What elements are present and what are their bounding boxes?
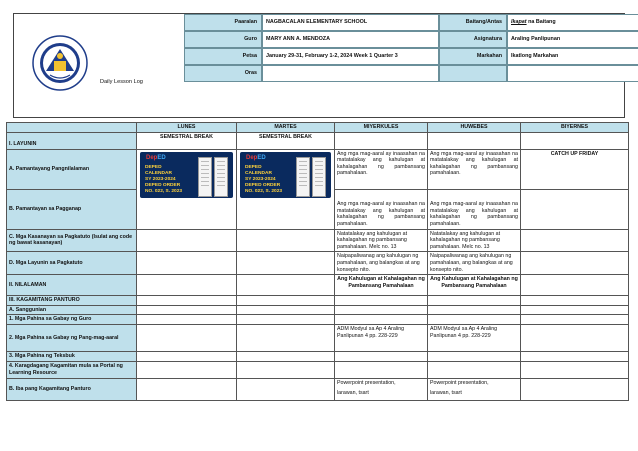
iba-pang-row xyxy=(7,378,629,400)
pagganap-label: B. Pamantayan sa Pagganap xyxy=(7,189,137,229)
section-layunin: I. LAYUNIN xyxy=(7,132,137,149)
header-row-petsa: Petsa January 29-31, February 1-2, 2024 Week 1 Quarter 3 Markahan Ikatlong Markahan xyxy=(184,48,638,65)
layunin-pagkatuto-row xyxy=(7,252,629,275)
gabay-guro-row xyxy=(7,315,629,325)
sanggunian-row xyxy=(7,305,629,315)
day-huwebes: HUWEBES xyxy=(428,123,521,133)
deped-calendar-image: DepED DEPED CALENDAR SY 2023-2024 DEPED ORDER NO. 022, S. 2023 xyxy=(140,152,233,198)
poster-text: DEPED CALENDAR SY 2023-2024 DEPED ORDER NO. 022, S. 2023 xyxy=(245,164,283,194)
section-nilalaman: II. NILALAMAN xyxy=(7,275,137,296)
header-row-paaralan: Paaralan NAGBACALAN ELEMENTARY SCHOOL Baitang/Antas Ikapat na Baitang xyxy=(184,14,638,31)
pang-mag-aaral-row xyxy=(7,325,629,352)
nilalaman-text-huwebes: Ang Kahulugan at Kahalagahan ng Pambansang Pamahalaan xyxy=(428,275,521,296)
pamantayang-label: A. Pamantayang Pangnilalaman xyxy=(7,149,137,189)
karagdagang-row xyxy=(7,361,629,378)
pang-mag-aaral-label: 2. Mga Pahina sa Gabay ng Pang-mag-aaral xyxy=(7,325,137,352)
calendar-poster-martes xyxy=(237,149,335,229)
iba-pang-text-huwebes: Powerpoint presentation, larawan, tsart xyxy=(428,378,521,400)
catch-up-friday: CATCH UP FRIDAY xyxy=(521,149,629,189)
kasanayan-text-huwebes: Natatalakay ang kahulugan at kahalagahan ng pambansang pamahalaan. Melc no. 13 xyxy=(428,229,521,252)
pagganap-text-huwebes: Ang mga mag-aaral ay inaasahan na matatalakay ang kahulugan at kahalagahan ng pambansang pamahalaan. xyxy=(428,189,521,229)
day-biyernes: BIYERNES xyxy=(521,123,629,133)
poster-text: DEPED CALENDAR SY 2023-2024 DEPED ORDER NO. 022, S. 2023 xyxy=(145,164,183,194)
header-row-oras: Oras xyxy=(184,65,638,82)
kasanayan-label: C. Mga Kasanayan sa Pagkatuto (Isulat ang code ng bawat kasanayan) xyxy=(7,229,137,252)
teksbuk-label: 3. Mga Pahina ng Teksbuk xyxy=(7,352,137,362)
days-header-row xyxy=(7,123,629,133)
karagdagang-label: 4. Karagdagang Kagamitan mula sa Portal ng Learning Resource xyxy=(7,361,137,378)
grade-level-value: Ikapat na Baitang xyxy=(507,14,638,31)
day-miyerkules: MIYERKULES xyxy=(335,123,428,133)
deped-seal-icon xyxy=(32,35,88,91)
section-kagamitang: III. KAGAMITANG PANTURO xyxy=(7,296,137,306)
pamantayang-text-miyerkules: Ang mga mag-aaral ay inaasahan na matatalakay ang kahulugan at kahalagahan ng pambansang pamahalaan. xyxy=(335,149,428,189)
iba-pang-label: B. Iba pang Kagamitang Panturo xyxy=(7,378,137,400)
calendar-poster-lunes xyxy=(137,149,237,229)
day-martes: MARTES xyxy=(237,123,335,133)
pang-mag-aaral-text-huwebes: ADM Modyul sa Ap 4 Araling Panlipunan 4 pp. 228-229 xyxy=(428,325,521,352)
sanggunian-label: A. Sanggunian xyxy=(7,305,137,315)
day-lunes: LUNES xyxy=(137,123,237,133)
header-row-guro: Guro MARY ANN A. MENDOZA Asignatura Araling Panlipunan xyxy=(184,31,638,48)
lesson-plan-table xyxy=(6,122,629,401)
semestral-break-martes: SEMESTRAL BREAK xyxy=(237,132,335,149)
pagganap-text-miyerkules: Ang mga mag-aaral ay inaasahan na matatalakay ang kahulugan at kahalagahan ng pambansang pamahalaan. xyxy=(335,189,428,229)
layunin-text-huwebes: Naipapaliwanag ang kahulugan ng pamahalaan, ang balangkas at ang konsepto nito. xyxy=(428,252,521,275)
pamantayang-text-huwebes: Ang mga mag-aaral ay inaasahan na matatalakay ang kahulugan at kahalagahan ng pambansang pamahalaan. xyxy=(428,149,521,189)
pamantayang-row xyxy=(7,149,629,189)
layunin-text-miyerkules: Naipapaliwanag ang kahulugan ng pamahalaan, ang balangkas at ang konsepto nito. xyxy=(335,252,428,275)
pang-mag-aaral-text-miyerkules: ADM Modyul sa Ap 4 Araling Panlipunan 4 pp. 228-229 xyxy=(335,325,428,352)
nilalaman-text-miyerkules: Ang Kahulugan at Kahalagahan ng Pambansang Pamahalaan xyxy=(335,275,428,296)
layunin-row xyxy=(7,132,629,149)
document-title: Daily Lesson Log xyxy=(100,79,143,85)
kagamitang-row xyxy=(7,296,629,306)
deped-calendar-image: DepED DEPED CALENDAR SY 2023-2024 DEPED ORDER NO. 022, S. 2023 xyxy=(240,152,331,198)
lesson-log-header xyxy=(13,13,625,118)
kasanayan-row xyxy=(7,229,629,252)
kasanayan-text-miyerkules: Natatalakay ang kahulugan at kahalagahan ng pambansang pamahalaan. Melc no. 13 xyxy=(335,229,428,252)
nilalaman-row xyxy=(7,275,629,296)
layunin-label: D. Mga Layunin sa Pagkatuto xyxy=(7,252,137,275)
iba-pang-text-miyerkules: Powerpoint presentation, larawan, tsart xyxy=(335,378,428,400)
teksbuk-row xyxy=(7,352,629,362)
semestral-break-lunes: SEMESTRAL BREAK xyxy=(137,132,237,149)
gabay-guro-label: 1. Mga Pahina sa Gabay ng Guro xyxy=(7,315,137,325)
